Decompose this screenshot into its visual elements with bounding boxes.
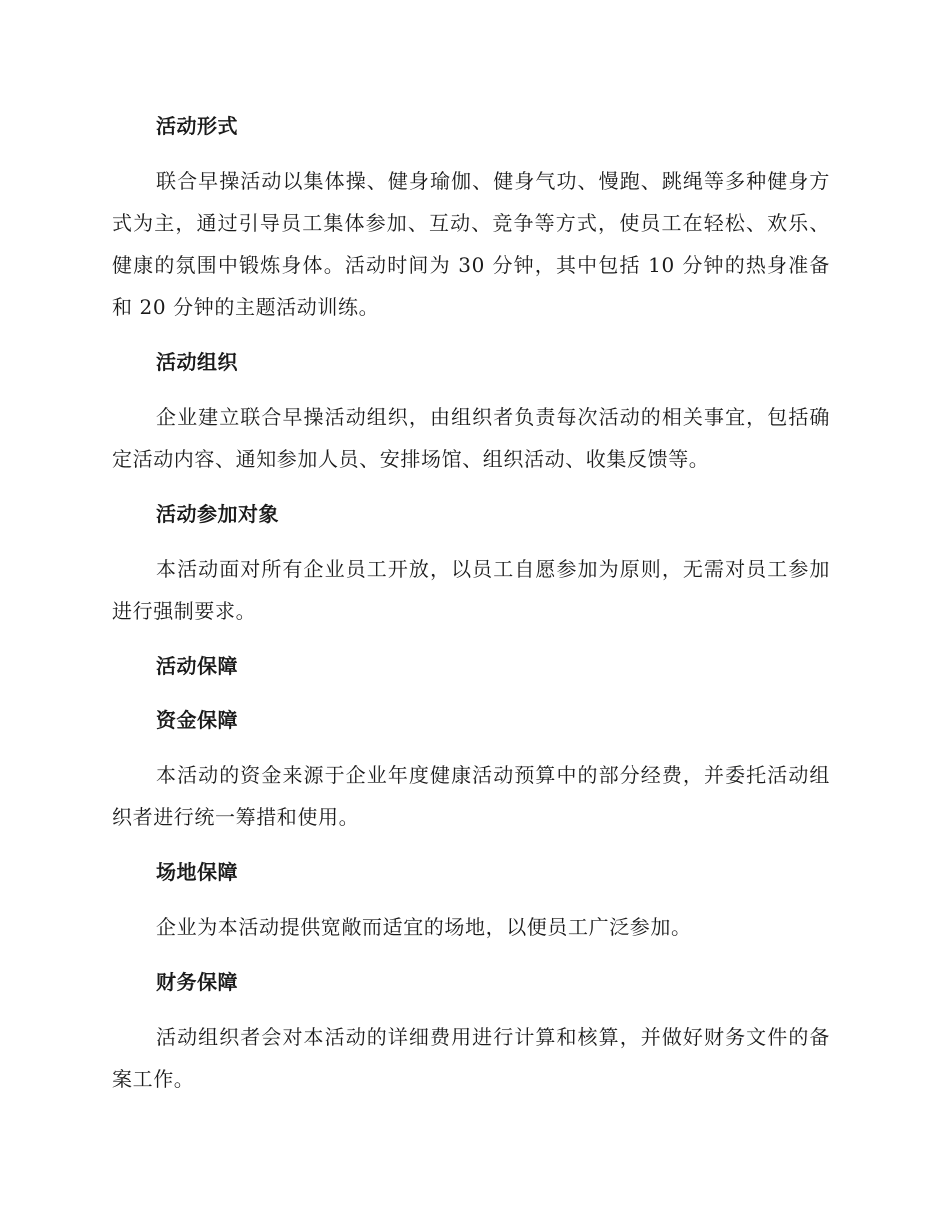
section-heading-activity-form: 活动形式 [156,114,238,138]
section-heading-participants: 活动参加对象 [156,502,279,526]
section-heading-finance-support: 财务保障 [156,970,238,994]
section-text-activity-form: 联合早操活动以集体操、健身瑜伽、健身气功、慢跑、跳绳等多种健身方式为主，通过引导员工集体参加、互动、竞争等方式，使员工在轻松、欢乐、健康的氛围中锻炼身体。活动时间为 30 分钟，其中包括 10 分钟的热身准备和 20 分钟的主题活动训练。 [112,169,830,319]
section-text-participants: 本活动面对所有企业员工开放，以员工自愿参加为原则，无需对员工参加进行强制要求。 [112,557,830,623]
document-body [112,106,830,1114]
section-heading-funding-support: 资金保障 [156,708,238,732]
section-text-finance-support: 活动组织者会对本活动的详细费用进行计算和核算，并做好财务文件的备案工作。 [112,1025,830,1091]
section-text-venue-support: 企业为本活动提供宽敞而适宜的场地，以便员工广泛参加。 [156,915,692,939]
section-text-activity-organization: 企业建立联合早操活动组织，由组织者负责每次活动的相关事宜，包括确定活动内容、通知参加人员、安排场馆、组织活动、收集反馈等。 [112,405,830,471]
section-heading-activity-organization: 活动组织 [156,350,238,374]
section-text-funding-support: 本活动的资金来源于企业年度健康活动预算中的部分经费，并委托活动组织者进行统一筹措和使用。 [112,763,830,829]
section-heading-venue-support: 场地保障 [156,860,238,884]
section-heading-activity-support: 活动保障 [156,654,238,678]
